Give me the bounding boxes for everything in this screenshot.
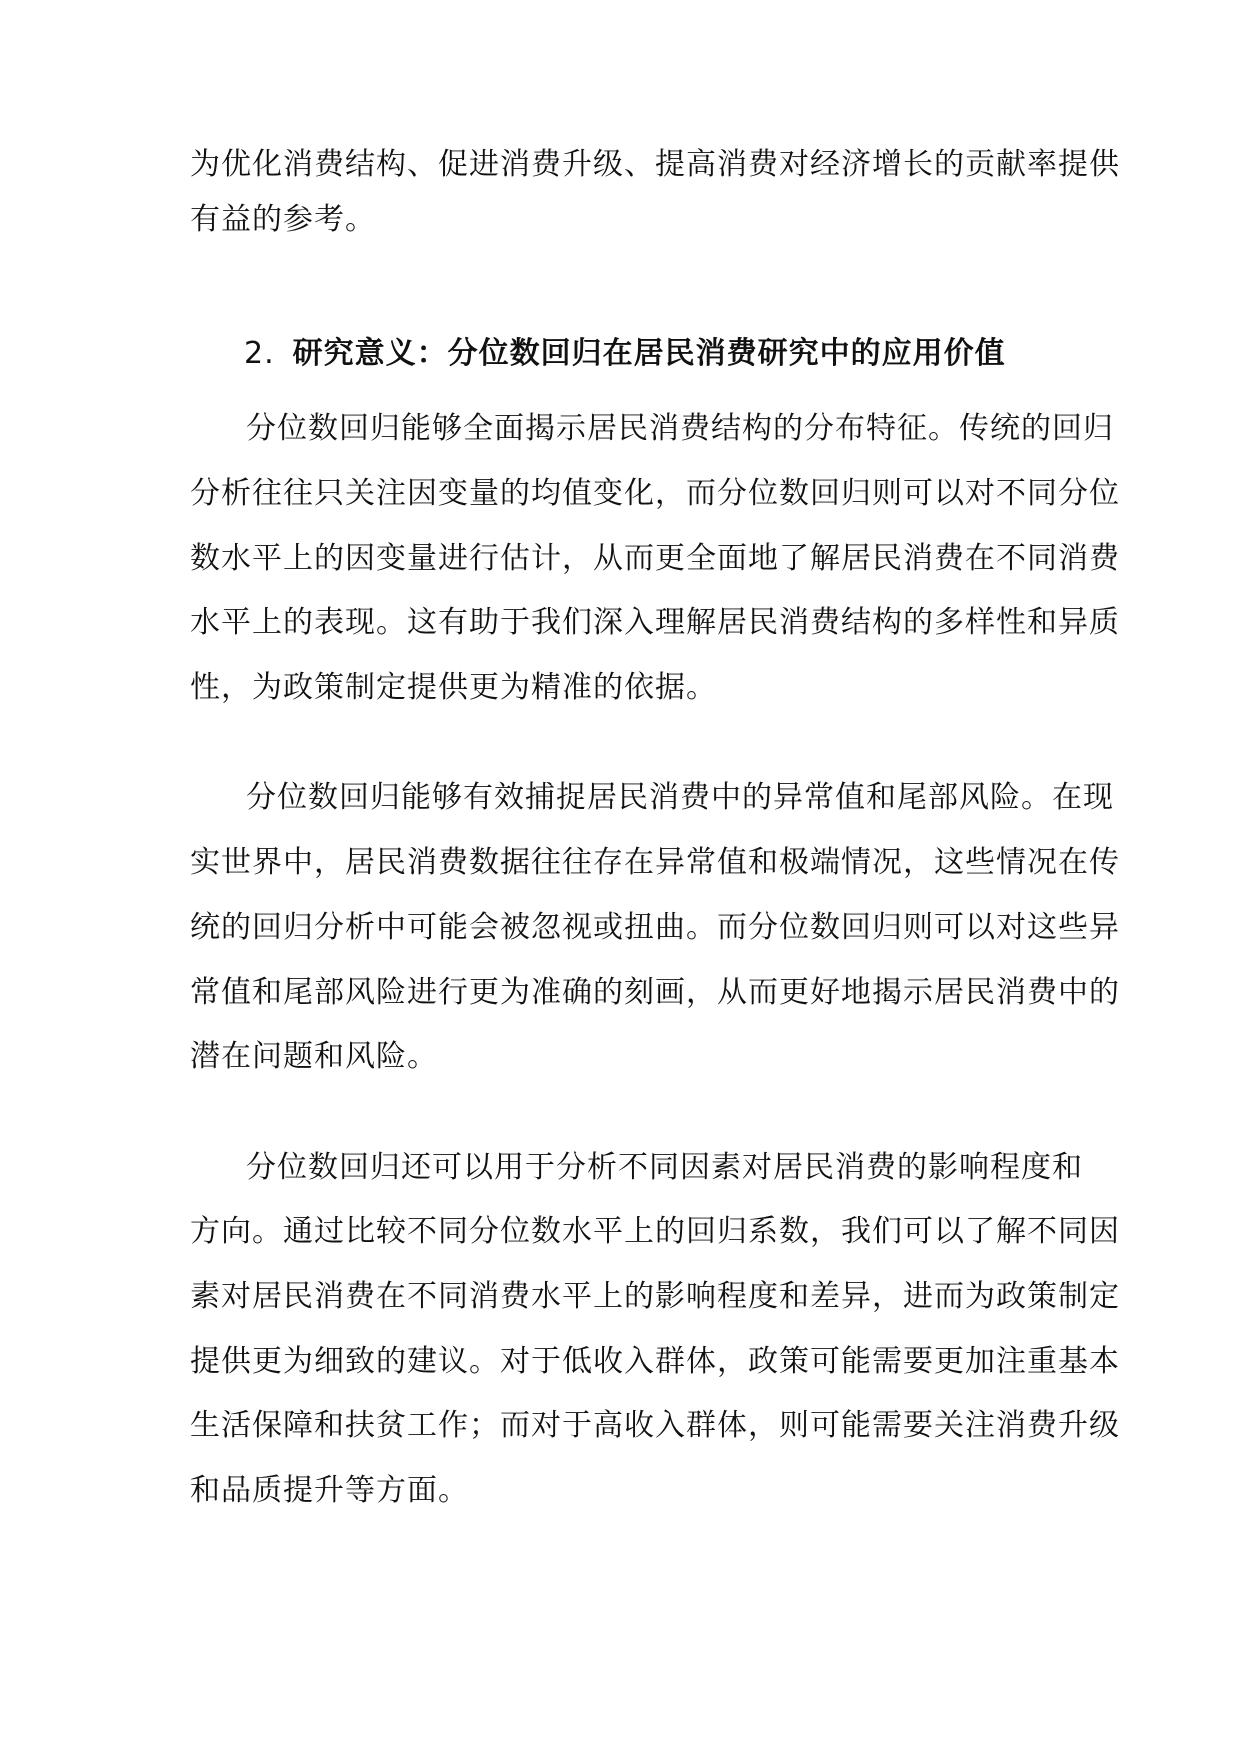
paragraph3-line-2: 方向。通过比较不同分位数水平上的回归系数，我们可以了解不同因 <box>190 1214 1120 1249</box>
section-heading <box>244 334 1006 374</box>
paragraph2-line-4: 常值和尾部风险进行更为准确的刻画，从而更好地揭示居民消费中的 <box>190 975 1120 1010</box>
paragraph1-line-3: 数水平上的因变量进行估计，从而更全面地了解居民消费在不同消费 <box>190 541 1120 576</box>
paragraph1-line-5: 性，为政策制定提供更为精准的依据。 <box>190 670 717 705</box>
paragraph3-line-3: 素对居民消费在不同消费水平上的影响程度和差异，进而为政策制定 <box>190 1279 1120 1314</box>
section-title: 研究意义：分位数回归在居民消费研究中的应用价值 <box>292 336 1006 371</box>
section-number: 2. <box>244 336 275 371</box>
intro-line-1: 为优化消费结构、促进消费升级、提高消费对经济增长的贡献率提供 <box>190 147 1120 182</box>
paragraph3-line-6: 和品质提升等方面。 <box>190 1473 469 1508</box>
paragraph2-line-1: 分位数回归能够有效捕捉居民消费中的异常值和尾部风险。在现 <box>246 780 1114 815</box>
paragraph3-line-5: 生活保障和扶贫工作；而对于高收入群体，则可能需要关注消费升级 <box>190 1408 1120 1443</box>
paragraph1-line-2: 分析往往只关注因变量的均值变化，而分位数回归则可以对不同分位 <box>190 476 1120 511</box>
paragraph2-line-3: 统的回归分析中可能会被忽视或扭曲。而分位数回归则可以对这些异 <box>190 910 1120 945</box>
intro-line-2: 有益的参考。 <box>190 202 376 237</box>
paragraph1-line-4: 水平上的表现。这有助于我们深入理解居民消费结构的多样性和异质 <box>190 605 1120 640</box>
paragraph3-line-4: 提供更为细致的建议。对于低收入群体，政策可能需要更加注重基本 <box>190 1344 1120 1379</box>
paragraph2-line-2: 实世界中，居民消费数据往往存在异常值和极端情况，这些情况在传 <box>190 845 1120 880</box>
paragraph3-line-1: 分位数回归还可以用于分析不同因素对居民消费的影响程度和 <box>246 1150 1083 1185</box>
paragraph2-line-5: 潜在问题和风险。 <box>190 1039 438 1074</box>
paragraph1-line-1: 分位数回归能够全面揭示居民消费结构的分布特征。传统的回归 <box>246 411 1114 446</box>
